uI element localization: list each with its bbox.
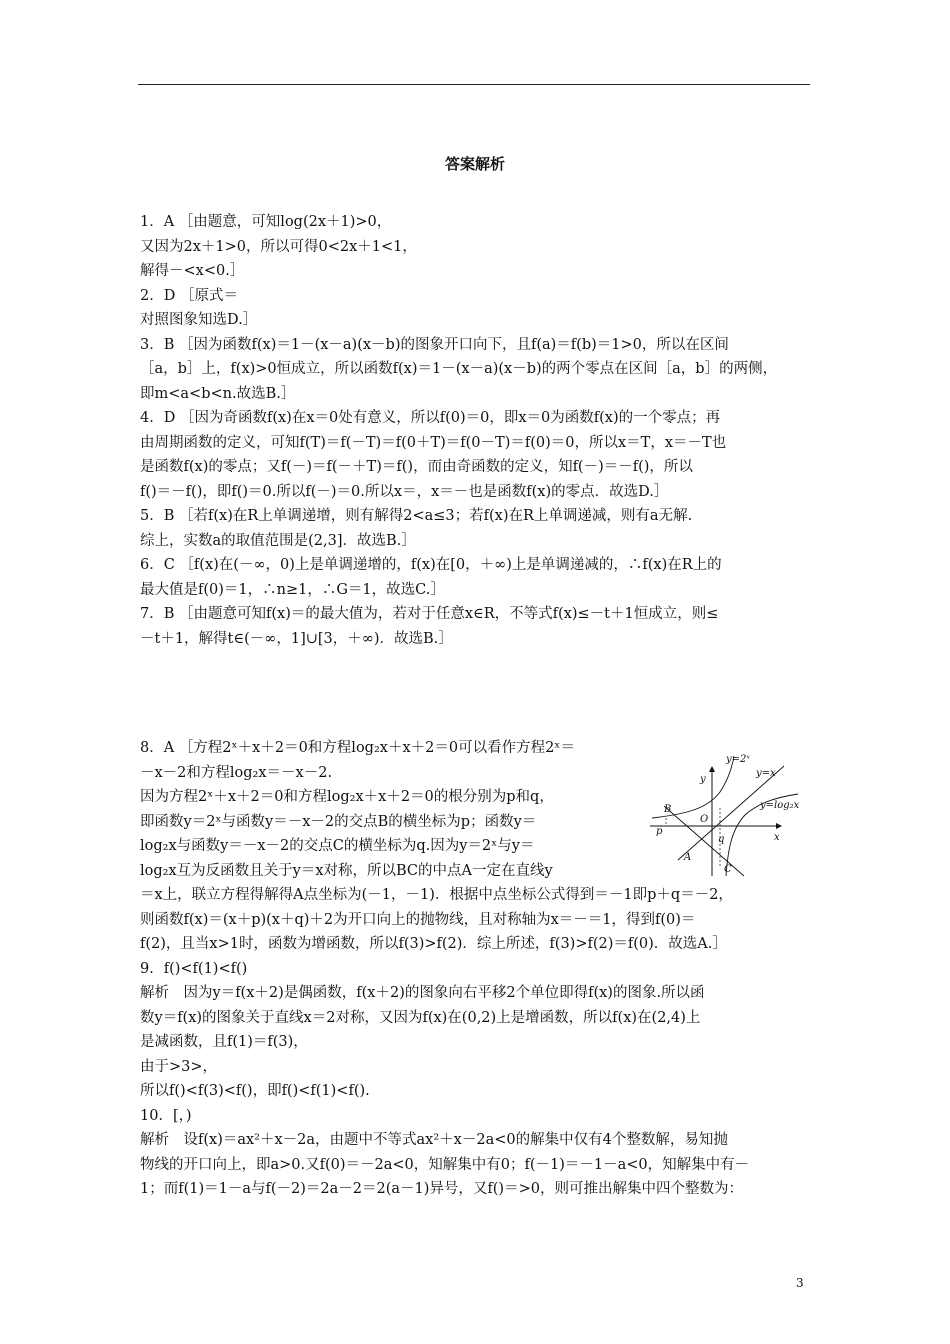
header-rule bbox=[138, 84, 810, 85]
label-point-C: C bbox=[724, 864, 732, 875]
text-line: ＝x上，联立方程得解得A点坐标为(－1，－1)．根据中点坐标公式得到＝－1即p＋q＝－2， bbox=[140, 887, 733, 903]
text-line: 5．B ［若f(x)在R上单调递增，则有解得2<a≤3；若f(x)在R上单调递减，则有a无解. bbox=[140, 508, 693, 524]
text-line: 10．[，) bbox=[140, 1107, 192, 1124]
text-line: 3．B ［因为函数f(x)＝1－(x－a)(x－b)的图象开口向下，且f(a)＝f(b)＝1>0，所以在区间 bbox=[140, 336, 729, 353]
text-line: 7．B ［由题意可知f(x)＝的最大值为，若对于任意x∈R，不等式f(x)≤－t＋1恒成立，则≤ bbox=[140, 606, 719, 622]
text-line: 是减函数，且f(1)＝f(3)， bbox=[140, 1034, 308, 1050]
text-line: 因为方程2ˣ＋x＋2＝0和方程log₂x＋x＋2＝0的根分别为p和q， bbox=[140, 789, 554, 805]
text-line: 最大值是f(0)＝1，∴n≥1，∴G＝1，故选C.］ bbox=[140, 581, 445, 598]
text-line: 即函数y＝2ˣ与函数y＝－x－2的交点B的横坐标为p；函数y＝ bbox=[140, 813, 537, 830]
label-y-axis: y bbox=[700, 774, 706, 785]
page-number: 3 bbox=[796, 1276, 804, 1290]
line-y-equals-x bbox=[678, 766, 784, 860]
text-line: 是函数f(x)的零点；又f(－)＝f(－＋T)＝f()，而由奇函数的定义，知f(－)＝－f()，所以 bbox=[140, 459, 693, 475]
text-line: －x－2和方程log₂x＝－x－2. bbox=[140, 764, 333, 781]
text-line: log₂x互为反函数且关于y＝x对称，所以BC的中点A一定在直线y bbox=[140, 862, 553, 879]
page-title: 答案解析 bbox=[444, 155, 505, 173]
text-line: 数y＝f(x)的图象关于直线x＝2对称，又因为f(x)在(0,2)上是增函数，所以f(x)在(2,4)上 bbox=[140, 1009, 701, 1026]
text-line: 由于>3>， bbox=[140, 1058, 218, 1075]
text-line: 又因为2x＋1>0，所以可得0<2x＋1<1， bbox=[140, 238, 417, 255]
text-line: 2．D ［原式＝ bbox=[140, 287, 238, 304]
text-line: 1．A ［由题意，可知log(2x＋1)>0， bbox=[140, 214, 392, 230]
text-line: 即m<a<b<n.故选B.］ bbox=[140, 385, 296, 402]
text-line: ［a，b］上，f(x)>0恒成立，所以函数f(x)＝1－(x－a)(x－b)的两个零点在区间［a，b］的两侧， bbox=[140, 361, 778, 377]
text-line: 物线的开口向上，即a>0.又f(0)＝－2a<0，知解集中有0；f(－1)＝－1－a<0，知解集中有－ bbox=[140, 1156, 750, 1173]
label-point-A: A bbox=[684, 852, 692, 863]
text-line: 则函数f(x)＝(x＋p)(x＋q)＋2为开口向上的抛物线，且对称轴为x＝－＝1，得到f(0)＝ bbox=[140, 911, 696, 928]
text-line: 由周期函数的定义，可知f(T)＝f(－T)＝f(0＋T)＝f(0－T)＝f(0)＝0，所以x＝T，x＝－T也 bbox=[140, 434, 727, 451]
text-line: 4．D ［因为奇函数f(x)在x＝0处有意义，所以f(0)＝0，即x＝0为函数f(x)的一个零点；再 bbox=[140, 410, 721, 426]
text-line: f(2)，且当x>1时，函数为增函数，所以f(3)>f(2)．综上所述，f(3)>f(2)＝f(0)．故选A.］ bbox=[140, 936, 727, 952]
text-line: 9．f()<f(1)<f() bbox=[140, 960, 248, 977]
label-y-x: y=x bbox=[756, 768, 776, 779]
x-axis-arrow bbox=[776, 823, 782, 829]
text-line: 对照图象知选D.］ bbox=[140, 312, 258, 328]
answers-1-to-7 bbox=[140, 210, 812, 651]
y-axis-arrow bbox=[709, 766, 715, 772]
label-q: q bbox=[718, 834, 725, 845]
label-p: p bbox=[656, 826, 663, 837]
text-line: 解析 因为y＝f(x＋2)是偶函数，f(x＋2)的图象向右平移2个单位即得f(x)的图象.所以函 bbox=[140, 985, 705, 1001]
text-line: 综上，实数a的取值范围是(2,3]．故选B.］ bbox=[140, 532, 416, 549]
label-y-2x: y=2ˣ bbox=[726, 754, 750, 765]
text-line: 8．A ［方程2ˣ＋x＋2＝0和方程log₂x＋x＋2＝0可以看作方程2ˣ＝ bbox=[140, 740, 575, 756]
text-line: 解得－<x<0.］ bbox=[140, 263, 245, 279]
text-line: －t＋1，解得t∈(－∞，1]∪[3，＋∞)．故选B.］ bbox=[140, 630, 453, 647]
text-line: 解析 设f(x)＝ax²＋x－2a，由题中不等式ax²＋x－2a<0的解集中仅有4个整数解，易知抛 bbox=[140, 1132, 728, 1148]
text-line: log₂x与函数y＝－x－2的交点C的横坐标为q.因为y＝2ˣ与y＝ bbox=[140, 838, 535, 854]
text-line: 所以f()<f(3)<f()，即f()<f(1)<f(). bbox=[140, 1083, 370, 1099]
text-line: f()＝－f()，即f()＝0.所以f(－)＝0.所以x＝，x＝－也是函数f(x)的零点．故选D.］ bbox=[140, 483, 669, 500]
function-graph-figure bbox=[648, 748, 810, 880]
label-point-B: B bbox=[664, 804, 672, 815]
label-origin-O: O bbox=[700, 814, 709, 825]
label-x-axis: x bbox=[774, 832, 780, 843]
text-line: 6．C ［f(x)在(－∞，0)上是单调递增的，f(x)在[0，＋∞)上是单调递减的，∴f(x)在R上的 bbox=[140, 557, 722, 573]
text-line: 1；而f(1)＝1－a与f(－2)＝2a－2＝2(a－1)异号，又f()＝>0，则可推出解集中四个整数为： bbox=[140, 1181, 743, 1197]
label-y-log: y=log₂x bbox=[760, 800, 800, 811]
